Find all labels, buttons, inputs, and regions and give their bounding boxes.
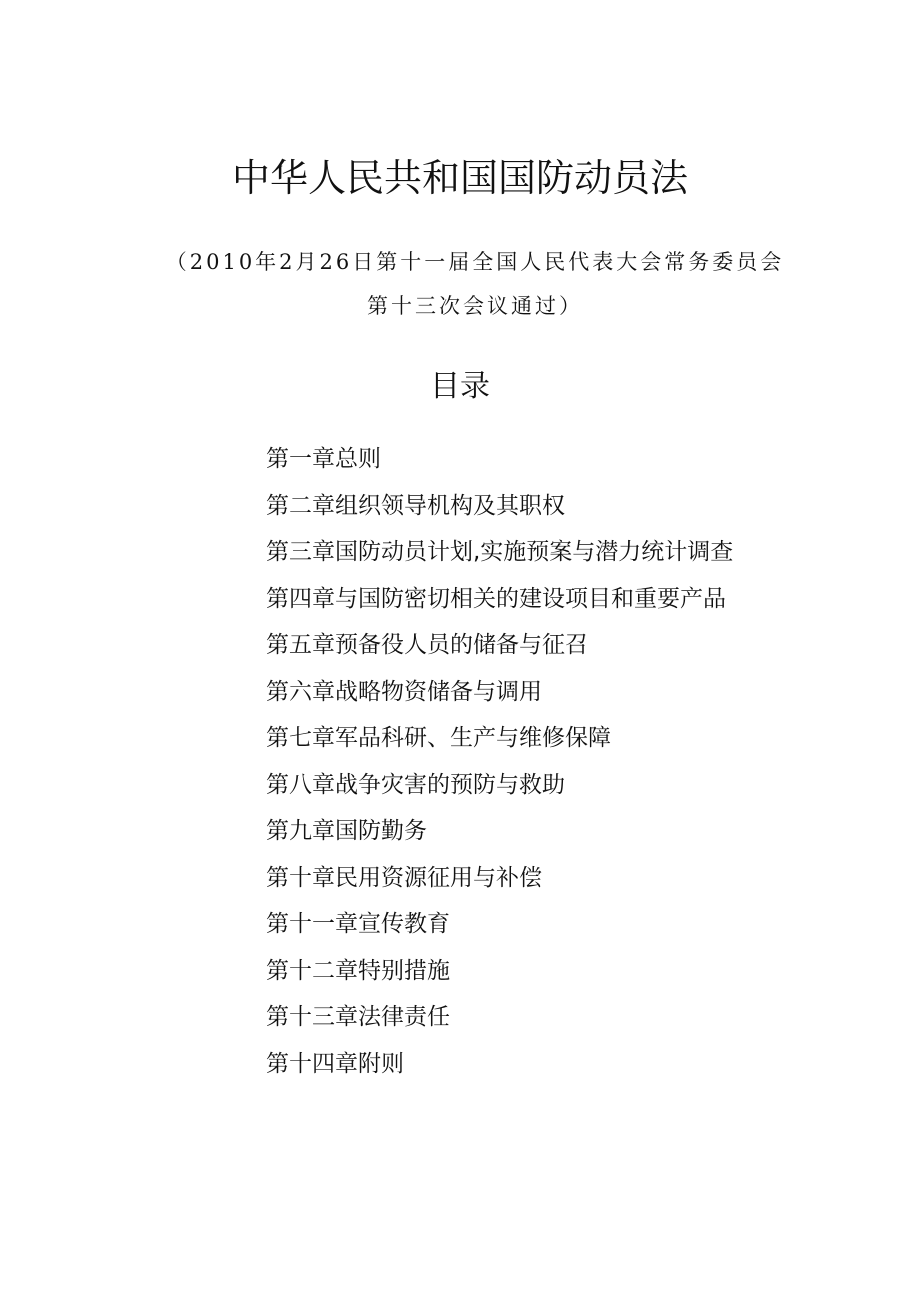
toc-heading: 目录 xyxy=(430,369,490,404)
toc-item-chapter-6: 第六章战略物资储备与调用 xyxy=(266,678,542,705)
toc-item-chapter-14: 第十四章附则 xyxy=(266,1050,404,1077)
toc-item-chapter-10: 第十章民用资源征用与补偿 xyxy=(266,864,542,891)
toc-item-chapter-7: 第七章军品科研、生产与维修保障 xyxy=(266,725,611,751)
document-subtitle: （2010年2月26日第十一届全国人民代表大会常务委员会第十三次会议通过） xyxy=(165,250,785,318)
toc-item-chapter-4: 第四章与国防密切相关的建设项目和重要产品 xyxy=(266,585,726,612)
toc-item-chapter-3: 第三章国防动员计划,实施预案与潜力统计调查 xyxy=(266,539,734,565)
toc-item-chapter-11: 第十一章宣传教育 xyxy=(266,911,450,937)
toc-item-chapter-13: 第十三章法律责任 xyxy=(266,1004,450,1030)
table-of-contents xyxy=(266,436,886,1087)
document-title: 中华人民共和国国防动员法 xyxy=(231,156,688,200)
toc-item-chapter-2: 第二章组织领导机构及其职权 xyxy=(266,492,565,519)
toc-item-chapter-12: 第十二章特别措施 xyxy=(266,957,450,984)
toc-item-chapter-5: 第五章预备役人员的储备与征召 xyxy=(266,632,588,658)
toc-item-chapter-8: 第八章战争灾害的预防与救助 xyxy=(266,771,565,798)
toc-item-chapter-9: 第九章国防勤务 xyxy=(266,818,427,844)
toc-item-chapter-1: 第一章总则 xyxy=(266,446,381,472)
